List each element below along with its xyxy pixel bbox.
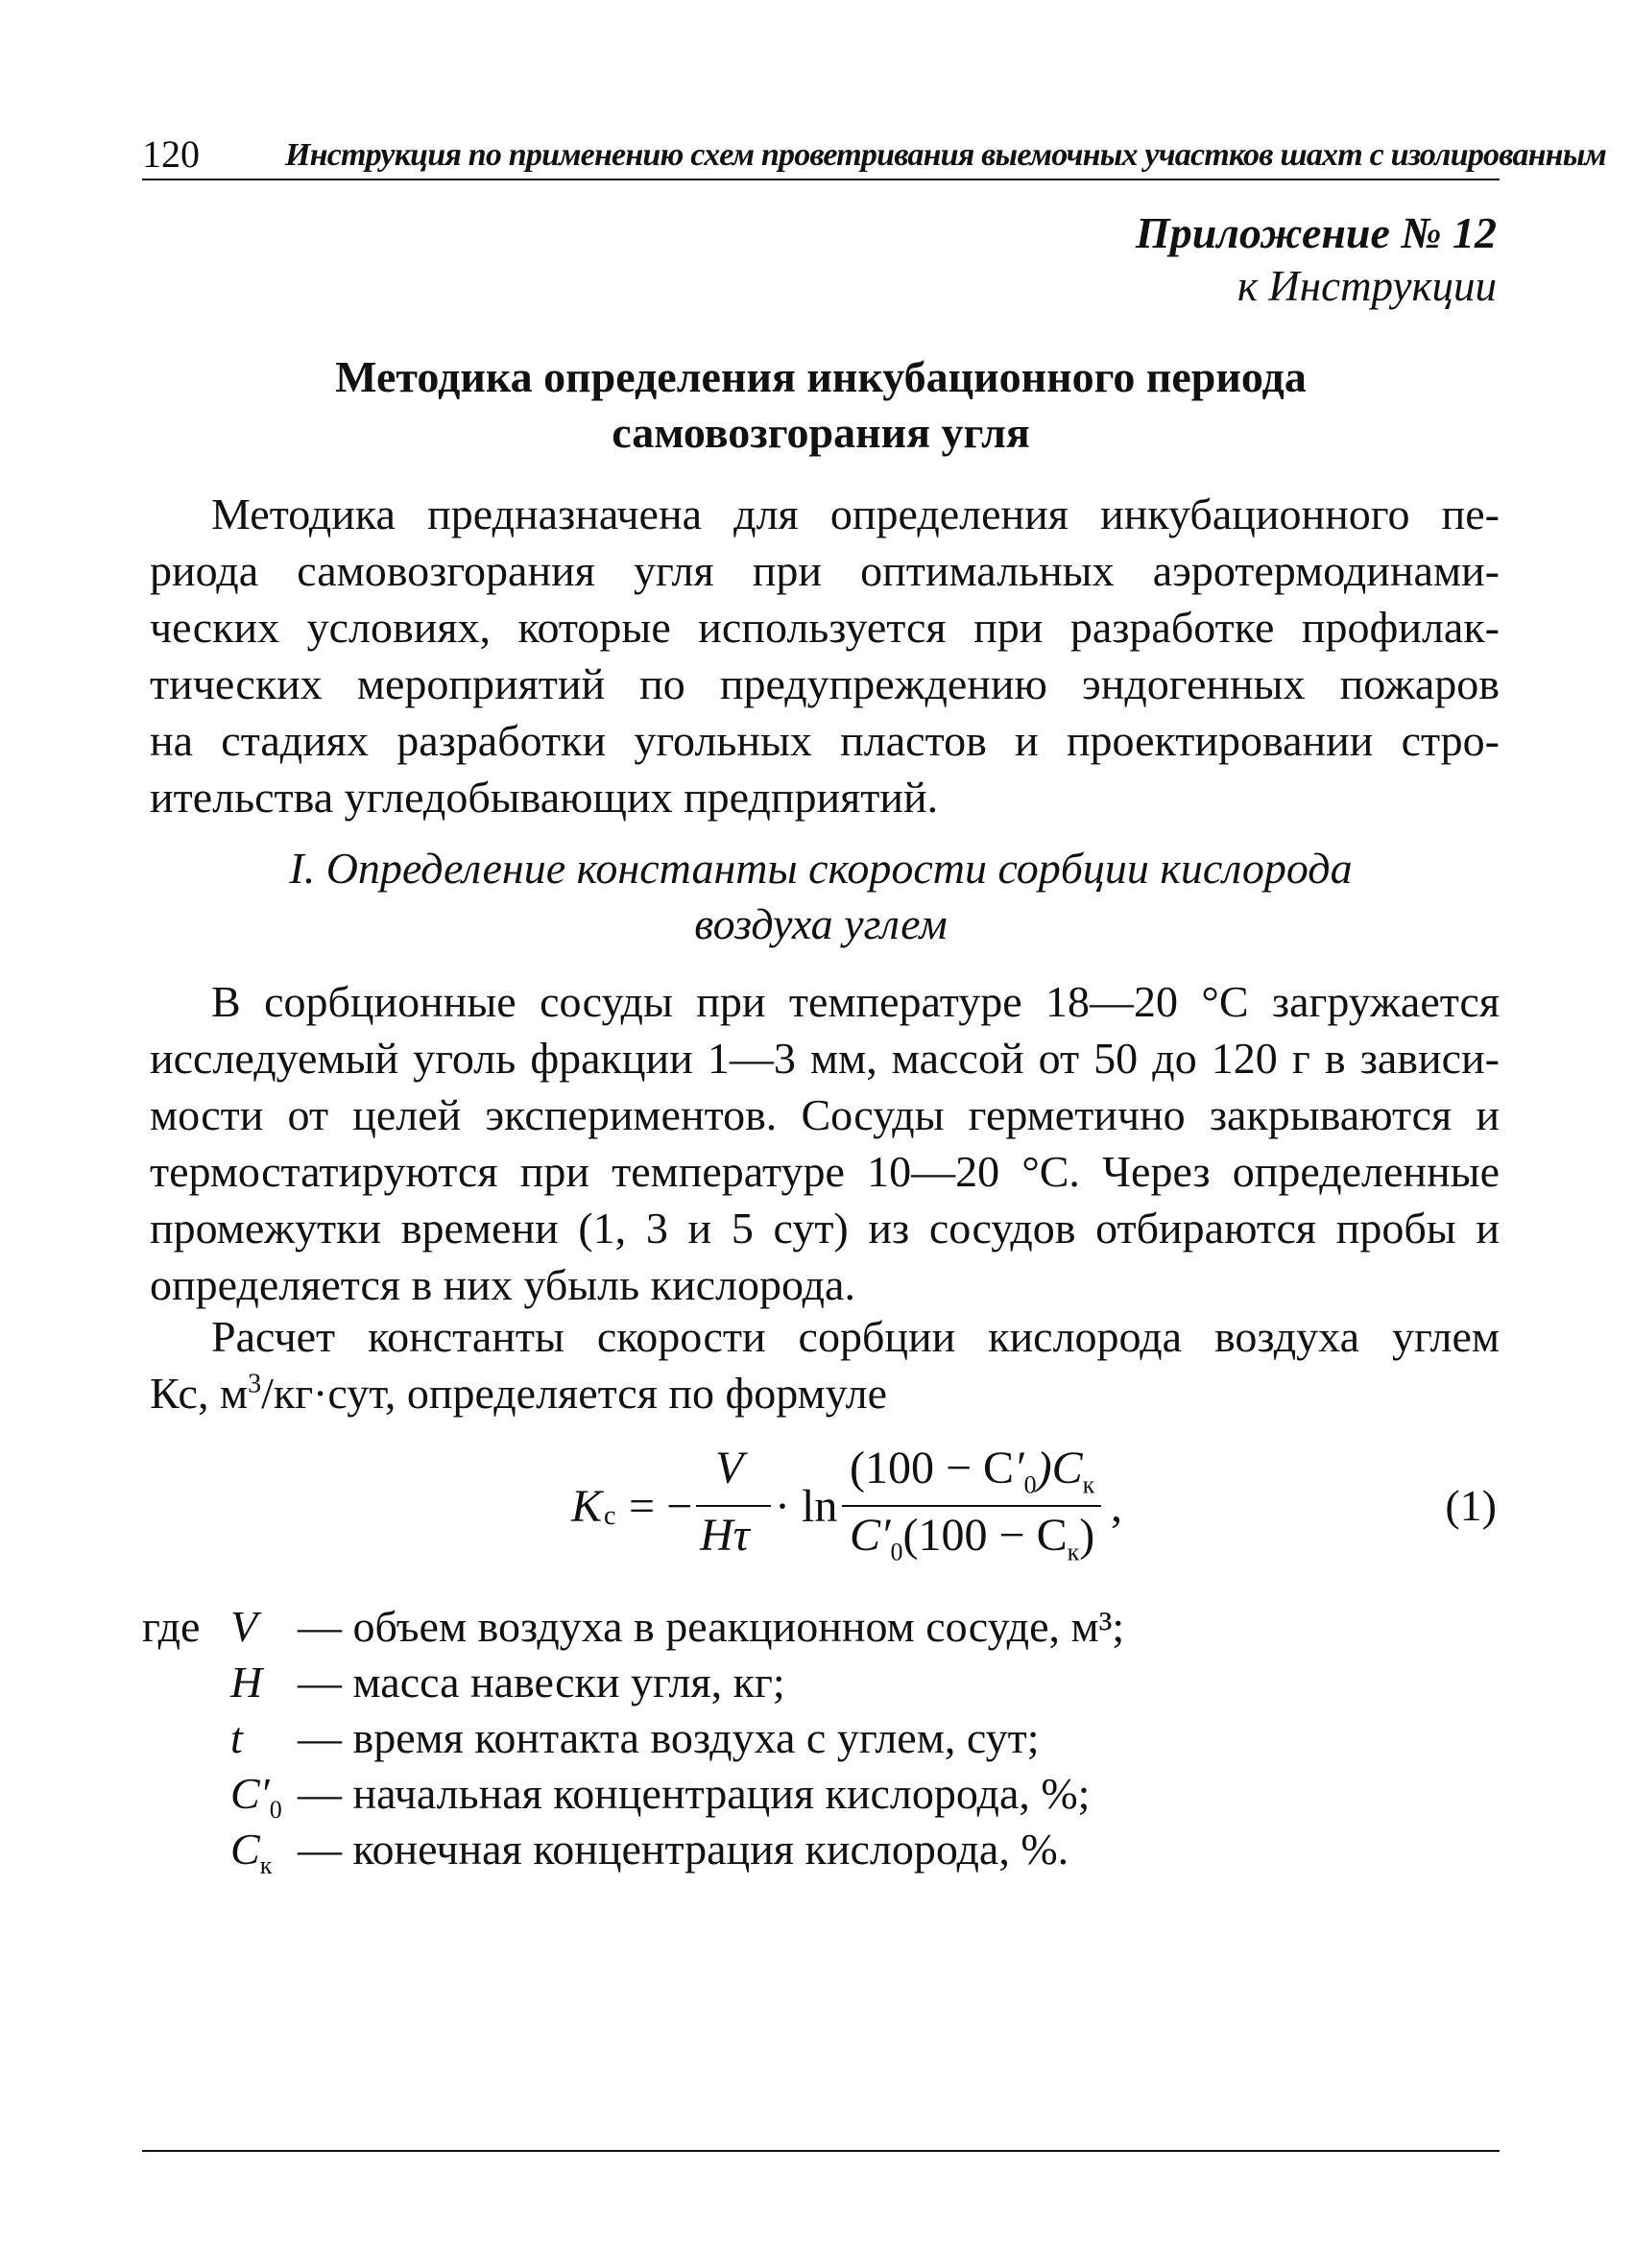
formula-comma: , <box>1111 1481 1122 1532</box>
intro-paragraph <box>150 486 1500 825</box>
procedure-line: термостатируются при температуре 10—20 °С. Через определенные <box>150 1147 1500 1196</box>
procedure-line: В сорбционные сосуды при температуре 18—20 °С загружается <box>211 977 1500 1026</box>
intro-line: тических мероприятий по предупреждению эндогенных пожаров <box>150 659 1500 708</box>
legend-symbol: t <box>230 1713 243 1762</box>
calculation-paragraph <box>150 1308 1500 1421</box>
legend-description: — начальная концентрация кислорода, %; <box>298 1769 1091 1818</box>
procedure-line: определяется в них убыль кислорода. <box>150 1260 855 1309</box>
legend-description: — объем воздуха в реакционном сосуде, м³; <box>298 1602 1125 1651</box>
section-heading-line-1: I. Определение константы скорости сорбции кислорода <box>289 844 1353 893</box>
fraction-1-bar <box>696 1505 771 1507</box>
formula-lhs-subscript: с <box>604 1501 616 1531</box>
calculation-line: Расчет константы скорости сорбции кислорода воздуха углем <box>211 1312 1500 1361</box>
footer-rule <box>142 2150 1500 2152</box>
formula-1 <box>571 1440 1147 1574</box>
section-heading-line-2: воздуха углем <box>694 899 948 948</box>
legend-symbol: $C'_0$ <box>230 1769 282 1825</box>
procedure-paragraph <box>150 973 1500 1313</box>
document-title-line-2: самовозгорания угля <box>612 408 1030 457</box>
document-title-line-1: Методика определения инкубационного периода <box>335 352 1307 401</box>
legend-symbol: H <box>230 1658 263 1707</box>
running-title: Инструкция по применению схем проветривания выемочных участков шахт с изолированным <box>285 137 1607 173</box>
intro-line: риода самовозгорания угля при оптимальных аэротермодинами- <box>150 546 1500 595</box>
formula-equals: = − <box>629 1481 693 1532</box>
page-number: 120 <box>142 132 200 176</box>
fraction-1-numerator: V <box>715 1443 744 1493</box>
intro-line: на стадиях разработки угольных пластов и проектировании стро- <box>150 716 1500 765</box>
formula-lhs: K <box>571 1481 603 1532</box>
intro-line: ительства угледобывающих предприятий. <box>150 773 939 822</box>
intro-line: ческих условиях, которые используется при разработке профилак- <box>150 603 1500 652</box>
intro-line: Методика предназначена для определения инкубационного пе- <box>211 489 1500 538</box>
legend-where: где <box>142 1602 201 1651</box>
fraction-2-denominator: $C'_0(100 - C_к)$ <box>850 1510 1095 1566</box>
formula-ln: · ln <box>775 1481 838 1532</box>
legend-description: — конечная концентрация кислорода, %. <box>298 1825 1069 1874</box>
legend-description: — время контакта воздуха с углем, сут; <box>298 1713 1040 1762</box>
legend-symbol: V <box>230 1602 258 1651</box>
legend-symbol: $C_к$ <box>230 1825 273 1880</box>
procedure-line: мости от целей экспериментов. Сосуды герметично закрываются и <box>150 1090 1500 1139</box>
appendix-reference: к Инструкции <box>1237 262 1497 310</box>
legend-description: — масса навески угля, кг; <box>298 1658 785 1707</box>
formula-number: (1) <box>1445 1481 1497 1530</box>
calculation-line: Кс, $м^3/кг\cdot сут$, определяется по формуле <box>150 1369 888 1418</box>
appendix-number: Приложение № 12 <box>1135 208 1497 257</box>
procedure-line: исследуемый уголь фракции 1—3 мм, массой от 50 до 120 г в зависи- <box>150 1034 1500 1083</box>
fraction-1-denominator: Hτ <box>700 1510 750 1561</box>
procedure-line: промежутки времени (1, 3 и 5 сут) из сосудов отбираются пробы и <box>150 1204 1500 1253</box>
fraction-2-numerator: $(100 - C'_0)C_к$ <box>850 1443 1095 1499</box>
fraction-2-bar <box>842 1505 1101 1507</box>
header-rule <box>142 179 1500 180</box>
